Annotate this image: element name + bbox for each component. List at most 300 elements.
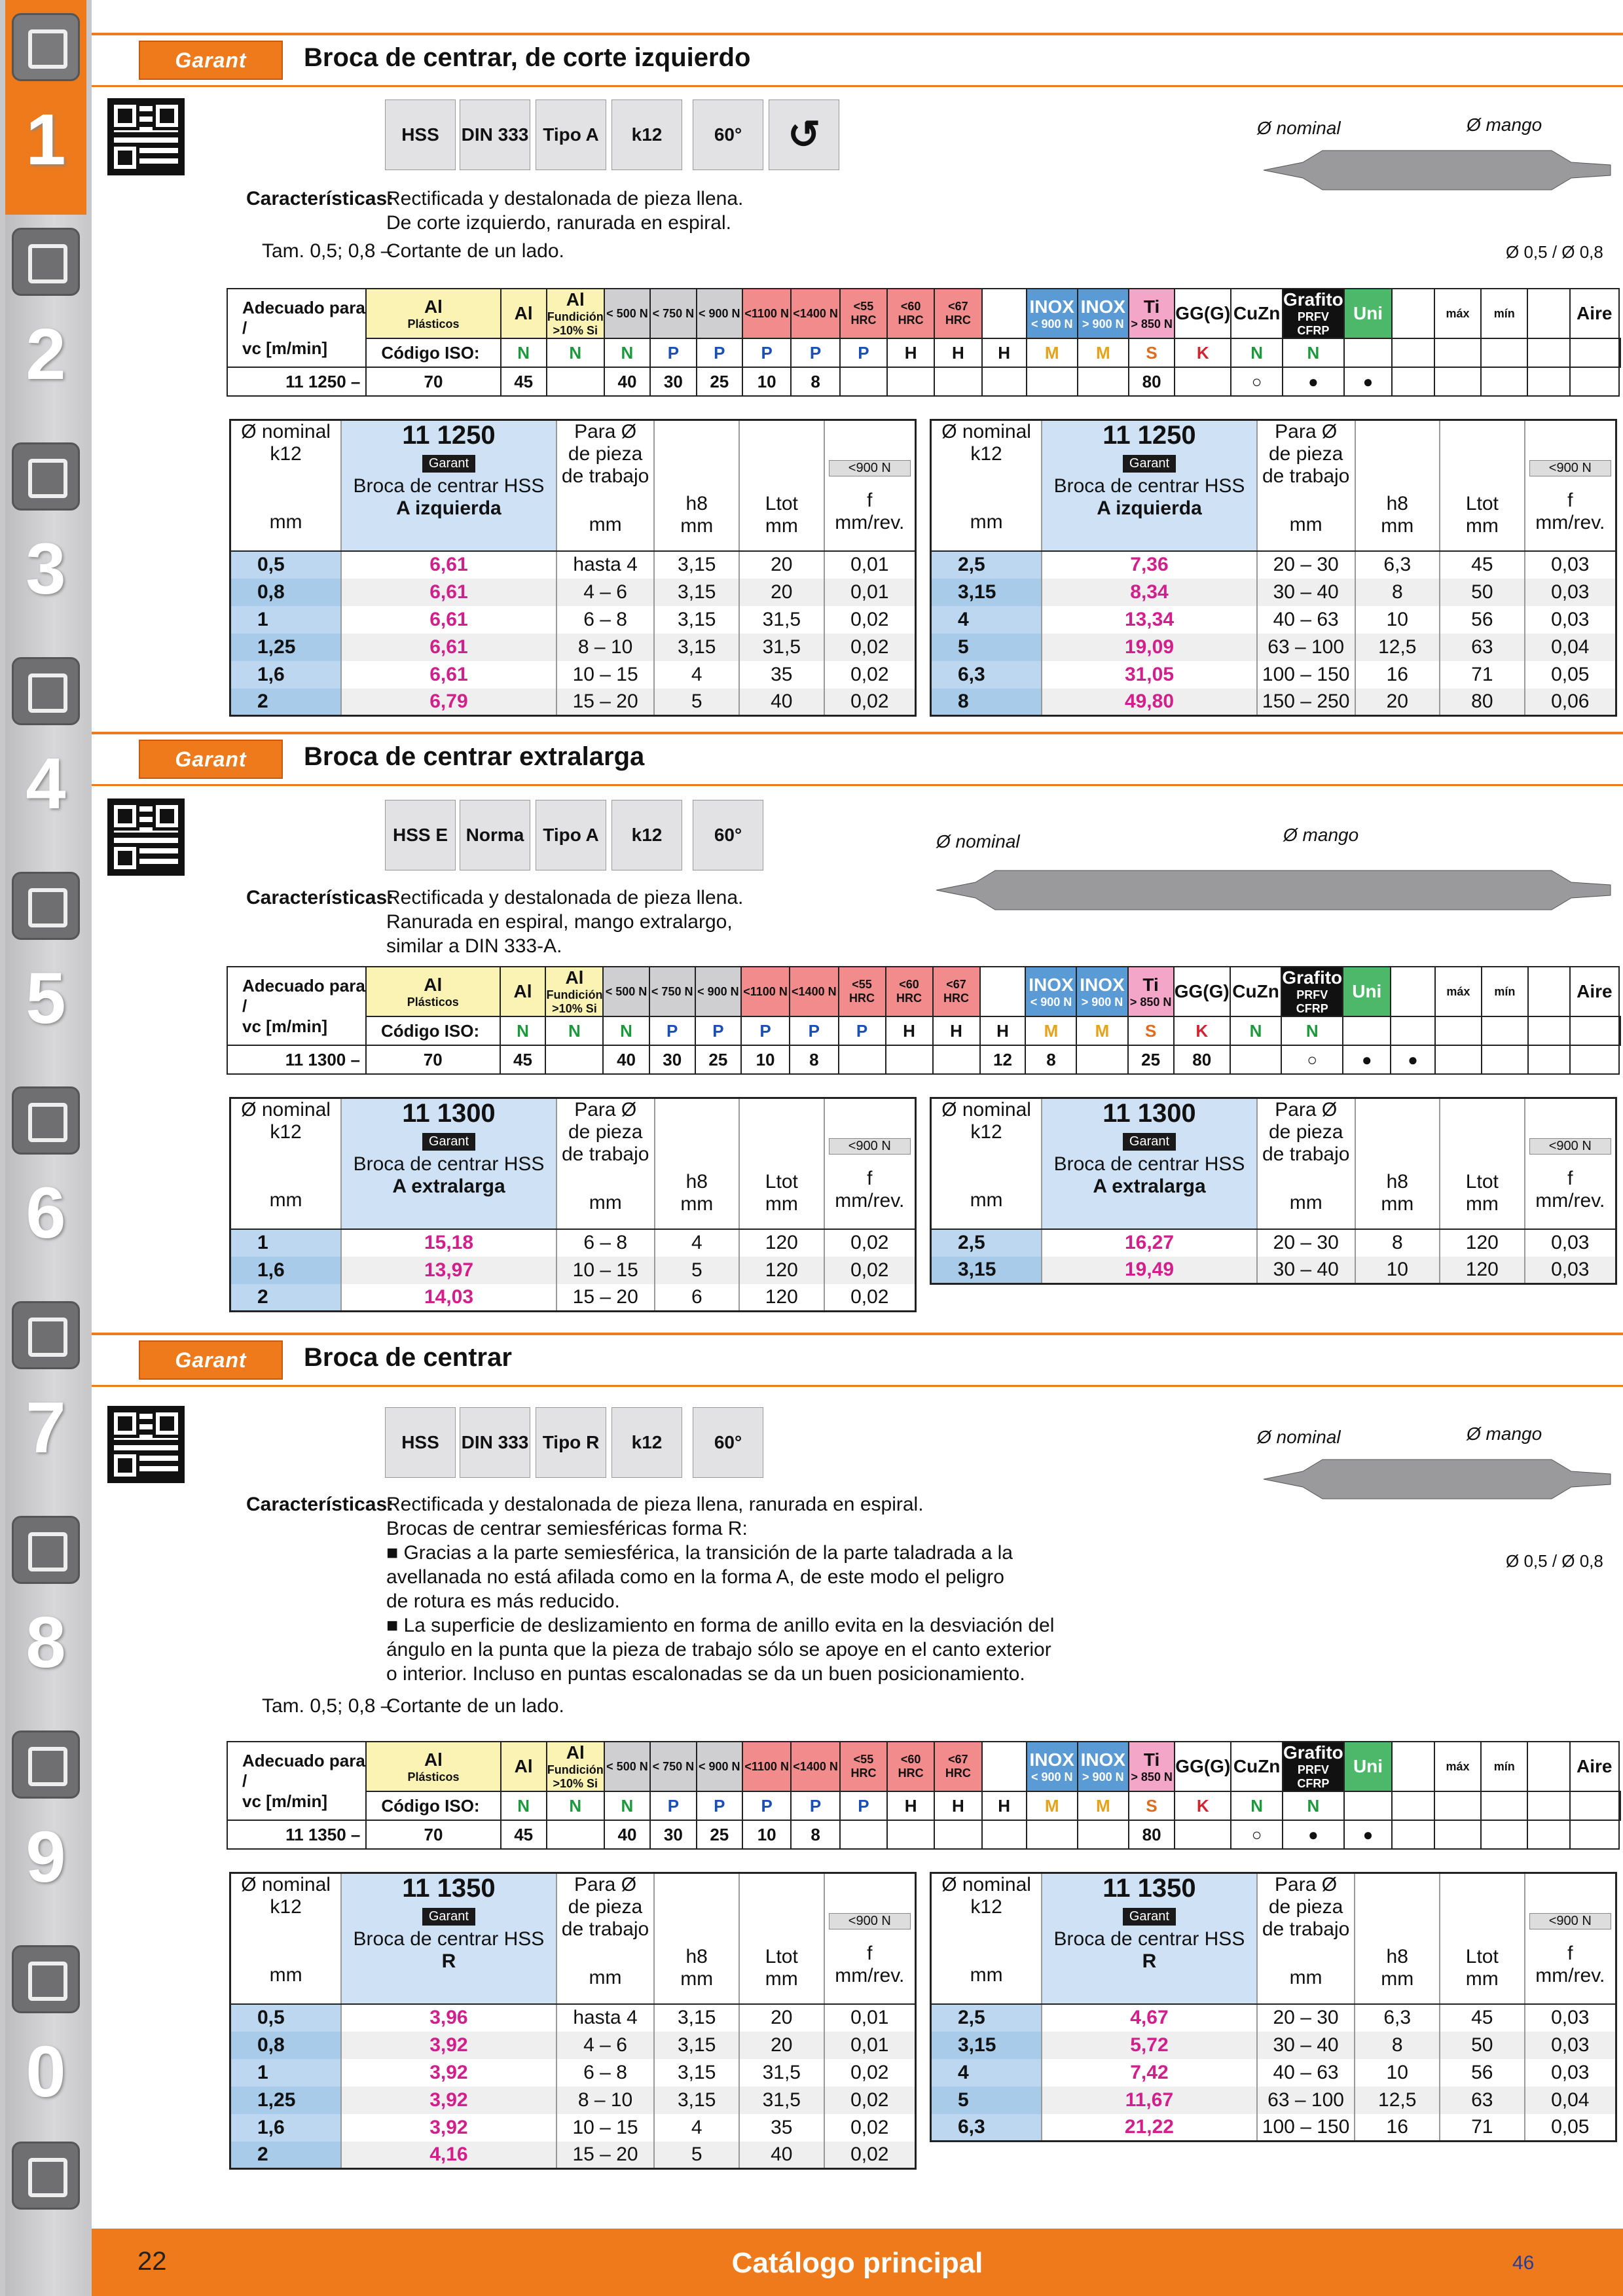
material-group: Aire	[1570, 967, 1619, 1016]
table-cell: 35	[739, 661, 824, 689]
chapter-tab-6[interactable]: 6	[5, 1073, 86, 1288]
table-cell: 6,61	[341, 551, 556, 579]
cutting-speed: 8	[790, 1045, 838, 1074]
table-cell: 120	[1440, 1229, 1525, 1257]
table-cell: 63	[1440, 634, 1525, 661]
page-number: 22	[137, 2247, 167, 2276]
table-row	[230, 1284, 916, 1312]
spec-symbol: Norma	[460, 800, 530, 870]
cutting-speed	[1570, 1820, 1619, 1849]
material-group: Ti > 850 N	[1128, 967, 1174, 1016]
table-cell: 1,6	[230, 1257, 342, 1284]
spec-symbol: DIN 333	[460, 99, 530, 170]
chapter-tab-5[interactable]: 5	[5, 859, 86, 1073]
chapter-tab-9[interactable]: 9	[5, 1717, 86, 1932]
material-group: < 750 N	[650, 289, 696, 338]
left-rotation-icon: ↺	[769, 99, 839, 170]
catalog-title: Catálogo principal	[731, 2247, 983, 2279]
workpiece-header: Para Ø de pieza de trabajo mm	[1257, 420, 1355, 551]
chapter-tab-3[interactable]: 3	[5, 429, 86, 644]
table-cell: 3,15	[654, 2004, 739, 2032]
characteristics-line: Brocas de centrar semiesféricas forma R:	[386, 1518, 748, 1539]
iso-code	[1434, 338, 1482, 367]
material-group: <1400 N	[791, 289, 840, 338]
table-cell: 4	[931, 606, 1042, 634]
table-cell: 4,16	[341, 2142, 556, 2169]
iso-code: P	[650, 1791, 696, 1820]
iso-code: M	[1076, 1016, 1127, 1045]
size-note-label: Tam. 0,5; 0,8 –	[262, 1695, 392, 1717]
iso-code: P	[840, 338, 887, 367]
material-group: GG(G)	[1175, 289, 1231, 338]
feed-header: <900 N f mm/rev.	[824, 1098, 916, 1229]
size-table-left	[229, 1097, 917, 1312]
iso-code: N	[501, 338, 547, 367]
table-cell: 20	[1355, 689, 1440, 716]
material-group	[1528, 967, 1570, 1016]
iso-code: K	[1175, 338, 1231, 367]
table-cell: 50	[1440, 2032, 1525, 2059]
material-group: Uni	[1344, 1742, 1392, 1791]
table-cell: 1	[230, 606, 342, 634]
table-cell: 0,01	[824, 2032, 916, 2059]
garant-logo: Garant	[139, 1340, 283, 1380]
workpiece-header: Para Ø de pieza de trabajo mm	[556, 1098, 655, 1229]
feed-header: <900 N f mm/rev.	[824, 1873, 916, 2004]
table-row	[230, 1229, 916, 1257]
characteristics-line: avellanada no está afilada como en la forma A, de este modo el peligro	[386, 1566, 1004, 1588]
qr-code[interactable]	[107, 1406, 185, 1483]
table-cell: 21,22	[1042, 2114, 1257, 2142]
table-cell: 100 – 150	[1257, 2114, 1355, 2142]
length-header: Ltot mm	[1440, 1098, 1525, 1229]
material-group: <1100 N	[742, 1742, 791, 1791]
table-cell: 56	[1440, 2059, 1525, 2087]
table-cell: 3,96	[341, 2004, 556, 2032]
iso-code: P	[650, 338, 696, 367]
cutting-speed	[1434, 367, 1482, 396]
spec-symbol: Tipo A	[536, 800, 606, 870]
characteristics-line: Ranurada en espiral, mango extralargo,	[386, 911, 733, 933]
iso-code: N	[1231, 338, 1283, 367]
section-title: Broca de centrar extralarga	[304, 742, 645, 771]
nominal-header: Ø nominal k12 mm	[931, 1098, 1042, 1229]
iso-code	[1392, 1791, 1434, 1820]
iso-code: S	[1128, 1016, 1174, 1045]
table-cell: 0,02	[824, 634, 916, 661]
size-note-label: Tam. 0,5; 0,8 –	[262, 240, 392, 262]
characteristics-line: ángulo en la punta que la pieza de trabajo sólo se apoye en el canto exterior	[386, 1639, 1051, 1660]
table-cell: 2	[230, 1284, 342, 1312]
material-group: Al Plásticos	[366, 967, 500, 1016]
table-cell: 6,3	[1355, 551, 1440, 579]
chapter-tab-8[interactable]: 8	[5, 1503, 86, 1717]
table-cell: 50	[1440, 579, 1525, 606]
material-group: Grafito PRFV CFRP	[1282, 967, 1343, 1015]
cutting-speed	[1434, 1820, 1482, 1849]
table-cell: 0,03	[1525, 579, 1616, 606]
iso-code	[1391, 1016, 1434, 1045]
table-cell: 6,3	[1355, 2004, 1440, 2032]
qr-code[interactable]	[107, 798, 185, 876]
iso-code: N	[547, 1791, 604, 1820]
section-divider	[92, 33, 1623, 35]
length-header: Ltot mm	[1440, 1873, 1525, 2004]
material-group	[1392, 289, 1434, 338]
material-group: Al Fundición >10% Si	[547, 1742, 604, 1790]
material-suitability-table	[227, 966, 1621, 1075]
workpiece-header: Para Ø de pieza de trabajo mm	[556, 1873, 655, 2004]
iso-code: N	[1281, 1016, 1343, 1045]
material-group: Ti > 850 N	[1129, 289, 1175, 338]
iso-code: M	[1027, 1791, 1078, 1820]
table-row	[931, 1257, 1616, 1284]
table-cell: 40 – 63	[1257, 2059, 1355, 2087]
material-group: <55 HRC	[840, 289, 887, 338]
material-group: < 900 N	[697, 1742, 742, 1791]
chapter-tab-info[interactable]	[5, 2128, 86, 2296]
iso-code: N	[1283, 1791, 1344, 1820]
table-cell: 4 – 6	[556, 579, 655, 606]
characteristics-line: ■ Gracias a la parte semiesférica, la transición de la parte taladrada a la	[386, 1542, 1013, 1564]
table-row	[230, 579, 916, 606]
material-group: Aire	[1570, 1742, 1619, 1791]
spec-symbol: 60°	[693, 1407, 763, 1478]
size-table-left	[229, 1872, 917, 2170]
iso-code: P	[791, 1791, 840, 1820]
table-cell: 6,3	[931, 661, 1042, 689]
cutting-speed: ●	[1391, 1045, 1434, 1074]
chapter-tab-1-active[interactable]: 1	[5, 0, 86, 215]
cutting-speed: 45	[501, 367, 547, 396]
cutting-speed: ●	[1344, 367, 1392, 396]
size-table-left	[229, 419, 917, 717]
cutting-speed: 30	[649, 1045, 695, 1074]
table-cell: 0,02	[824, 1229, 916, 1257]
material-suitability-table	[227, 1741, 1621, 1850]
iso-code	[1527, 338, 1569, 367]
cutting-speed: 45	[500, 1045, 546, 1074]
iso-code: H	[887, 1791, 934, 1820]
table-cell: 7,42	[1042, 2059, 1257, 2087]
table-row	[931, 2004, 1616, 2032]
shank-tolerance-header: h8 mm	[1355, 420, 1440, 551]
iso-label: Código ISO:	[366, 1791, 500, 1820]
drill-drawing	[1244, 98, 1623, 262]
table-cell: 4	[654, 661, 739, 689]
cutting-speed: 25	[695, 1045, 741, 1074]
spec-symbol: k12	[611, 99, 682, 170]
wrench-icon	[12, 1086, 80, 1155]
table-cell: 45	[1440, 551, 1525, 579]
drill-drawing	[917, 825, 1623, 923]
iso-code: S	[1129, 338, 1175, 367]
cutting-speed: 8	[791, 367, 840, 396]
table-cell: 31,5	[739, 634, 824, 661]
section-title: Broca de centrar, de corte izquierdo	[304, 43, 751, 72]
iso-code	[1482, 1016, 1528, 1045]
material-group: máx	[1434, 289, 1482, 338]
table-cell: 3,15	[654, 634, 739, 661]
iso-code: N	[1231, 1791, 1283, 1820]
table-cell: 0,02	[824, 661, 916, 689]
section-divider	[92, 85, 1623, 87]
cutting-speed: ●	[1343, 1045, 1391, 1074]
iso-code	[1434, 1791, 1482, 1820]
cutting-speed: 80	[1174, 1045, 1230, 1074]
size-note-text: Cortante de un lado.	[386, 240, 564, 262]
table-cell: 2,5	[931, 1229, 1042, 1257]
material-group: INOX < 900 N	[1027, 1742, 1078, 1791]
table-cell: 19,09	[1042, 634, 1257, 661]
material-group: Al	[500, 967, 546, 1016]
table-cell: 120	[739, 1284, 824, 1312]
table-cell: 40	[739, 2142, 824, 2169]
sheet-number: 46	[1512, 2252, 1535, 2274]
table-cell: 8 – 10	[556, 634, 655, 661]
table-cell: 0,02	[824, 1257, 916, 1284]
iso-code: H	[933, 1016, 980, 1045]
table-cell: 0,5	[230, 551, 342, 579]
garant-logo: Garant	[139, 41, 283, 80]
iso-code: S	[1129, 1791, 1175, 1820]
workpiece-header: Para Ø de pieza de trabajo mm	[1257, 1873, 1355, 2004]
size-table-right	[930, 1097, 1617, 1285]
shank-label: Ø mango	[1467, 1424, 1542, 1444]
nominal-header: Ø nominal k12 mm	[230, 1098, 342, 1229]
shank-tolerance-header: h8 mm	[654, 1873, 739, 2004]
cutting-speed: 40	[604, 367, 650, 396]
table-row	[931, 2114, 1616, 2142]
qr-code[interactable]	[107, 98, 185, 175]
table-cell: 30 – 40	[1257, 579, 1355, 606]
table-cell: 49,80	[1042, 689, 1257, 716]
table-cell: 13,34	[1042, 606, 1257, 634]
table-cell: 3,15	[931, 579, 1042, 606]
table-cell: 5	[655, 1257, 740, 1284]
table-cell: 0,02	[824, 2087, 916, 2114]
table-cell: 6 – 8	[556, 1229, 655, 1257]
characteristics-label: Características:	[246, 887, 394, 908]
table-cell: 0,01	[824, 551, 916, 579]
article-header: 11 1350 Garant Broca de centrar HSS R	[1042, 1873, 1257, 2004]
characteristics-line: Rectificada y destalonada de pieza llena.	[386, 887, 744, 908]
table-cell: 1	[230, 1229, 342, 1257]
spec-symbol: DIN 333	[460, 1407, 530, 1478]
material-group: Al Fundición >10% Si	[547, 289, 604, 337]
table-cell: 4	[655, 1229, 740, 1257]
table-cell: 0,03	[1525, 2059, 1616, 2087]
chapter-tab-4[interactable]: 4	[5, 644, 86, 859]
table-row	[230, 2142, 916, 2169]
material-group: INOX > 900 N	[1076, 967, 1127, 1016]
material-group: < 900 N	[695, 967, 741, 1016]
table-row	[931, 2087, 1616, 2114]
table-row	[931, 606, 1616, 634]
table-cell: 0,03	[1525, 1229, 1616, 1257]
order-code: 11 1350 –	[227, 1820, 366, 1849]
material-group: Uni	[1344, 289, 1392, 338]
table-cell: 2,5	[931, 2004, 1042, 2032]
iso-code: P	[649, 1016, 695, 1045]
iso-code	[1619, 338, 1620, 367]
table-cell: 6 – 8	[556, 606, 655, 634]
feed-header: <900 N f mm/rev.	[824, 420, 916, 551]
material-group: CuZn	[1231, 289, 1283, 338]
cutting-speed: 70	[366, 1045, 500, 1074]
material-group: <60 HRC	[887, 289, 934, 338]
table-cell: 120	[739, 1257, 824, 1284]
table-cell: 0,5	[230, 2004, 342, 2032]
table-row	[230, 2087, 916, 2114]
characteristics-label: Características:	[246, 188, 394, 209]
table-cell: 8	[1355, 579, 1440, 606]
table-cell: 4	[654, 2114, 739, 2142]
info-icon	[12, 2142, 80, 2210]
table-row	[230, 634, 916, 661]
table-cell: 40 – 63	[1257, 606, 1355, 634]
table-cell: 31,5	[739, 2059, 824, 2087]
chapter-tab-0[interactable]: 0	[5, 1932, 86, 2128]
table-cell: 3,92	[341, 2032, 556, 2059]
material-group: Uni	[1343, 967, 1391, 1016]
table-cell: 6,3	[931, 2114, 1042, 2142]
material-group: <67 HRC	[933, 967, 980, 1016]
table-cell: 0,03	[1525, 1257, 1616, 1284]
spec-symbol: HSS E	[385, 800, 456, 870]
chapter-tab-2[interactable]: 2	[5, 215, 86, 429]
cutting-speed	[1392, 367, 1434, 396]
table-cell: 30 – 40	[1257, 2032, 1355, 2059]
table-cell: 16	[1355, 2114, 1440, 2142]
table-cell: 120	[1440, 1257, 1525, 1284]
cutting-speed: ○	[1231, 367, 1283, 396]
chapter-tab-7[interactable]: 7	[5, 1288, 86, 1503]
spec-symbol: Tipo A	[536, 99, 606, 170]
iso-code: P	[742, 1791, 791, 1820]
table-cell: 0,02	[824, 1284, 916, 1312]
small-size-label: Ø 0,5 / Ø 0,8	[1506, 1551, 1603, 1571]
table-cell: 6,61	[341, 634, 556, 661]
table-cell: 12,5	[1355, 2087, 1440, 2114]
cutting-speed: 80	[1129, 1820, 1175, 1849]
feed-header: <900 N f mm/rev.	[1525, 1873, 1616, 2004]
iso-code: P	[839, 1016, 886, 1045]
table-cell: 4	[931, 2059, 1042, 2087]
iso-code: P	[840, 1791, 887, 1820]
section-divider	[92, 732, 1623, 734]
cutting-speed	[840, 1820, 887, 1849]
cutting-speed	[1481, 1820, 1527, 1849]
order-code: 11 1300 –	[227, 1045, 366, 1074]
iso-code	[1619, 1791, 1620, 1820]
cutting-speed: 10	[741, 1045, 790, 1074]
iso-code: N	[547, 338, 604, 367]
cutting-speed	[1528, 1045, 1570, 1074]
article-header: 11 1300 Garant Broca de centrar HSS A extralarga	[341, 1098, 556, 1229]
table-cell: 31,05	[1042, 661, 1257, 689]
spec-symbol: k12	[611, 800, 682, 870]
cutting-speed: 10	[742, 1820, 791, 1849]
shank-label: Ø mango	[1283, 825, 1359, 845]
cutting-speed	[1230, 1045, 1282, 1074]
material-group: Al Fundición >10% Si	[546, 967, 603, 1015]
drill-icon	[12, 13, 80, 81]
iso-code	[1435, 1016, 1482, 1045]
nominal-label: Ø nominal	[936, 831, 1020, 852]
table-cell: hasta 4	[556, 551, 655, 579]
shank-tolerance-header: h8 mm	[654, 420, 739, 551]
iso-code	[1392, 338, 1434, 367]
cutting-speed	[887, 1820, 934, 1849]
table-cell: 6,61	[341, 606, 556, 634]
cutting-speed: 25	[1128, 1045, 1174, 1074]
table-cell: 4 – 6	[556, 2032, 655, 2059]
page-footer	[92, 2229, 1623, 2296]
table-cell: 3,15	[931, 1257, 1042, 1284]
iso-label: Código ISO:	[366, 1016, 500, 1045]
cutting-speed: 70	[366, 367, 500, 396]
cutting-speed: ●	[1344, 1820, 1392, 1849]
cutting-speed	[1392, 1820, 1434, 1849]
table-cell: 5	[931, 634, 1042, 661]
iso-code: P	[791, 338, 840, 367]
table-cell: 45	[1440, 2004, 1525, 2032]
table-cell: 100 – 150	[1257, 661, 1355, 689]
size-note-text: Cortante de un lado.	[386, 1695, 564, 1717]
table-cell: 8,34	[1042, 579, 1257, 606]
section-divider	[92, 1333, 1623, 1335]
table-cell: 10 – 15	[556, 2114, 655, 2142]
material-group	[1391, 967, 1434, 1016]
table-row	[931, 2032, 1616, 2059]
characteristics-line: Rectificada y destalonada de pieza llena.	[386, 188, 744, 209]
table-cell: 1,6	[230, 2114, 342, 2142]
iso-code: H	[982, 338, 1027, 367]
table-cell: 10	[1355, 606, 1440, 634]
table-cell: 0,03	[1525, 606, 1616, 634]
table-cell: 56	[1440, 606, 1525, 634]
table-cell: 0,8	[230, 579, 342, 606]
cutting-speed: ●	[1283, 367, 1344, 396]
cutting-speed: 12	[980, 1045, 1026, 1074]
iso-code: K	[1174, 1016, 1230, 1045]
article-header: 11 1250 Garant Broca de centrar HSS A izquierda	[341, 420, 556, 551]
order-code: 11 1250 –	[227, 367, 366, 396]
table-cell: 0,06	[1525, 689, 1616, 716]
material-group: <60 HRC	[887, 1742, 934, 1791]
material-group: CuZn	[1230, 967, 1282, 1016]
table-cell: 10	[1355, 2059, 1440, 2087]
table-row	[931, 1229, 1616, 1257]
material-group: <67 HRC	[934, 1742, 981, 1791]
table-cell: 1	[230, 2059, 342, 2087]
iso-code: N	[604, 338, 650, 367]
iso-code: H	[980, 1016, 1026, 1045]
table-cell: 7,36	[1042, 551, 1257, 579]
material-group: mín	[1481, 1742, 1527, 1791]
table-cell: 20 – 30	[1257, 2004, 1355, 2032]
nominal-header: Ø nominal k12 mm	[931, 1873, 1042, 2004]
table-cell: 0,01	[824, 2004, 916, 2032]
table-cell: 10 – 15	[556, 661, 655, 689]
shank-tolerance-header: h8 mm	[655, 1098, 740, 1229]
section-title: Broca de centrar	[304, 1343, 512, 1372]
table-cell: 2,5	[931, 551, 1042, 579]
feed-header: <900 N f mm/rev.	[1525, 1098, 1616, 1229]
cutting-speed	[1570, 1045, 1619, 1074]
article-header: 11 1250 Garant Broca de centrar HSS A izquierda	[1042, 420, 1257, 551]
